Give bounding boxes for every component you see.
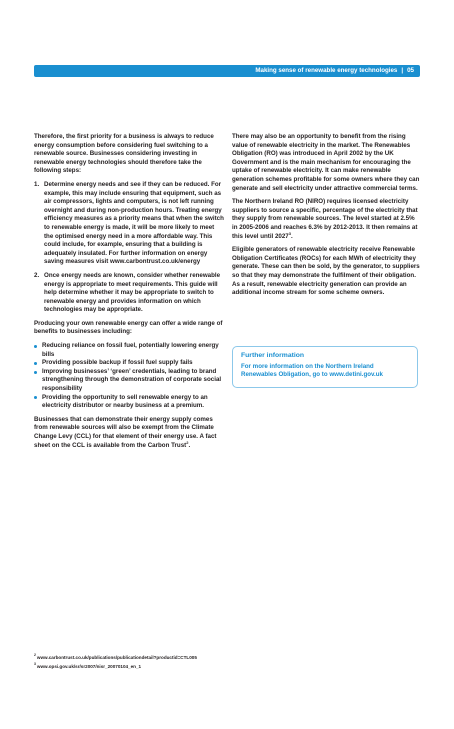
bullet-icon [34, 396, 37, 399]
step-text: Once energy needs are known, consider whether renewable energy is appropriate to meet requirements. This guide will help determine whether it may be appropriate to switch to renewable energy and provides information on which technologies may be appropriate. [44, 271, 221, 314]
footnote-ref: 3 [288, 230, 291, 236]
benefit-text: Providing possible backup if fossil fuel supply fails [42, 359, 193, 367]
footnote-text: www.carbontrust.co.uk/publications/publicationdetail?productid=CTL005 [36, 655, 197, 660]
benefit-item [34, 368, 224, 394]
niro-end: . [290, 232, 293, 240]
bullet-icon [34, 362, 37, 365]
ccl-end: . [188, 441, 191, 449]
step-item [34, 181, 224, 267]
right-column [232, 133, 420, 303]
niro-text: The Northern Ireland RO (NIRO) requires licensed electricity suppliers to source a specific, percentage of the electricity that they supply from renewable sources. The level started at 2.5% in 2005-2006 and reaches 6.3% by 2012-2013. It then remains at this level until 2027 [232, 198, 418, 240]
benefits-intro: Producing your own renewable energy can offer a wide range of benefits to businesses including: [34, 319, 223, 336]
further-information-box [232, 346, 418, 388]
step-number: 2. [34, 271, 40, 279]
page-number: 05 [407, 67, 414, 74]
niro-paragraph [232, 198, 420, 241]
benefit-item [34, 359, 224, 368]
header-separator: | [401, 67, 404, 74]
benefit-text: Providing the opportunity to sell renewable energy to an electricity distributor or nearby business at a premium. [42, 393, 208, 410]
benefit-item [34, 394, 224, 411]
info-box-body: For more information on the Northern Ireland Renewables Obligation, go to www.detini.gov.uk [241, 363, 383, 379]
rocs-paragraph: Eligible generators of renewable electricity receive Renewable Obligation Certificates (ROCs) for each MWh of electricity they generate. These can then be sold, by the generator, to suppliers so that they may demonstrate the fulfilment of their obligation. As a result, renewable electricity generation can provide an additional income stream for some scheme owners. [232, 246, 420, 297]
footnotes [34, 653, 424, 671]
benefit-text: Improving businesses’ ‘green’ credentials, leading to brand strengthening through the demonstration of corporate social responsibility [42, 367, 222, 393]
left-column [34, 133, 224, 455]
running-header [255, 65, 414, 77]
footnote-text: www.opsi.gov.uk/sr/sr2007/nisr_20070104_en_1 [36, 664, 142, 669]
ccl-paragraph [34, 416, 224, 450]
steps-list [34, 181, 224, 315]
bullet-icon [34, 371, 37, 374]
bullet-icon [34, 345, 37, 348]
step-text: Determine energy needs and see if they can be reduced. For example, this may include ensuring that equipment, such as air compressors, lights and computers, is not left running overnight and during non-production hours. Treating energy efficiency measures as a priority means that when the switch to renewable energy is made, it will be more likely to meet the optimised energy need in a more affordable way. This could include, for example, ensuring that a building is adequately insulated. For further information on energy saving measures visit www.carbontrust.co.uk/energy [44, 180, 224, 266]
footnote-number: 2 [34, 653, 36, 658]
benefit-item [34, 342, 224, 359]
benefits-list [34, 342, 224, 411]
step-number: 1. [34, 180, 40, 188]
step-item [34, 272, 224, 315]
footnote-ref: 2 [186, 439, 189, 445]
benefit-text: Reducing reliance on fossil fuel, potentially lowering energy bills [42, 342, 219, 358]
info-box-title: Further information [241, 352, 305, 359]
footnote [34, 662, 424, 671]
ro-paragraph: There may also be an opportunity to benefit from the rising value of renewable electricity in the market. The Renewables Obligation (RO) was introduced in April 2002 by the UK Government and is the main mechanism for encouraging the uptake of renewable electricity. It can make renewable generation schemes profitable for some owners where they can generate and sell electricity under attractive commercial terms. [232, 133, 420, 192]
intro-paragraph: Therefore, the first priority for a business is always to reduce energy consumption before considering fuel switching to a renewable source. Businesses considering investing in renewable energy technologies should therefore take the following steps: [34, 133, 214, 175]
footnote-number: 3 [34, 662, 36, 667]
footnote [34, 653, 424, 662]
header-bar [34, 65, 420, 77]
header-title: Making sense of renewable energy technologies [255, 67, 398, 74]
ccl-text: Businesses that can demonstrate their energy supply comes from renewable sources will also be exempt from the Climate Change Levy (CCL) for that element of their energy use. A fact sheet on the CCL is available from the Carbon Trust [34, 415, 217, 449]
